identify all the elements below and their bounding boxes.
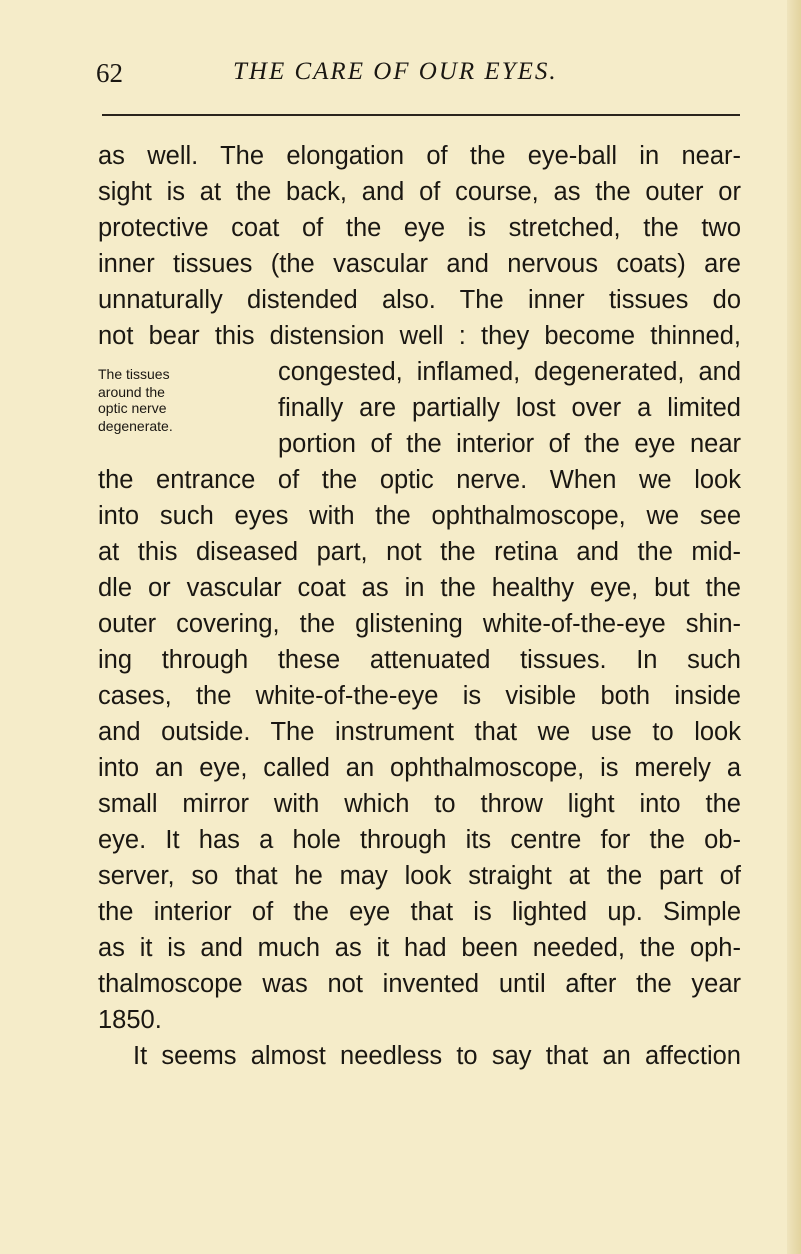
text-line: thalmoscope was not invented until after the year — [98, 970, 741, 998]
text-line: and outside. The instrument that we use to look — [98, 718, 741, 746]
page-edge — [787, 0, 801, 1254]
margin-note-line: degenerate. — [98, 418, 173, 434]
page-number: 62 — [96, 58, 123, 88]
text-line: ing through these attenuated tissues. In such — [98, 646, 741, 674]
text-line: 1850. — [98, 1006, 162, 1034]
text-line: outer covering, the glistening white-of-the-eye shin- — [98, 610, 741, 638]
running-title: THE CARE OF OUR EYES. — [233, 58, 558, 85]
text-line: the entrance of the optic nerve. When we look — [98, 466, 741, 494]
running-header — [96, 58, 746, 98]
text-line: sight is at the back, and of course, as the outer or — [98, 178, 741, 206]
margin-note-line: around the — [98, 384, 165, 400]
text-line: into such eyes with the ophthalmoscope, we see — [98, 502, 741, 530]
text-line: It seems almost needless to say that an affection — [133, 1042, 741, 1070]
header-rule — [102, 114, 740, 116]
text-line: not bear this distension well : they become thinned, — [98, 322, 741, 350]
text-line: congested, inflamed, degenerated, and — [278, 358, 741, 386]
margin-note-line: optic nerve — [98, 400, 167, 416]
text-line: eye. It has a hole through its centre for the ob- — [98, 826, 741, 854]
text-line: cases, the white-of-the-eye is visible both inside — [98, 682, 741, 710]
text-line: finally are partially lost over a limited — [278, 394, 741, 422]
text-line: the interior of the eye that is lighted up. Simple — [98, 898, 741, 926]
text-line: into an eye, called an ophthalmoscope, is merely a — [98, 754, 741, 782]
text-line: small mirror with which to throw light into the — [98, 790, 741, 818]
text-line: unnaturally distended also. The inner tissues do — [98, 286, 741, 314]
margin-note-line: The tissues — [98, 366, 170, 382]
text-line: at this diseased part, not the retina and the mid- — [98, 538, 741, 566]
text-line: as it is and much as it had been needed, the oph- — [98, 934, 741, 962]
text-line: server, so that he may look straight at the part of — [98, 862, 741, 890]
text-line: dle or vascular coat as in the healthy eye, but the — [98, 574, 741, 602]
text-line: portion of the interior of the eye near — [278, 430, 741, 458]
text-line: as well. The elongation of the eye-ball in near- — [98, 142, 741, 170]
text-line: inner tissues (the vascular and nervous coats) are — [98, 250, 741, 278]
text-line: protective coat of the eye is stretched, the two — [98, 214, 741, 242]
